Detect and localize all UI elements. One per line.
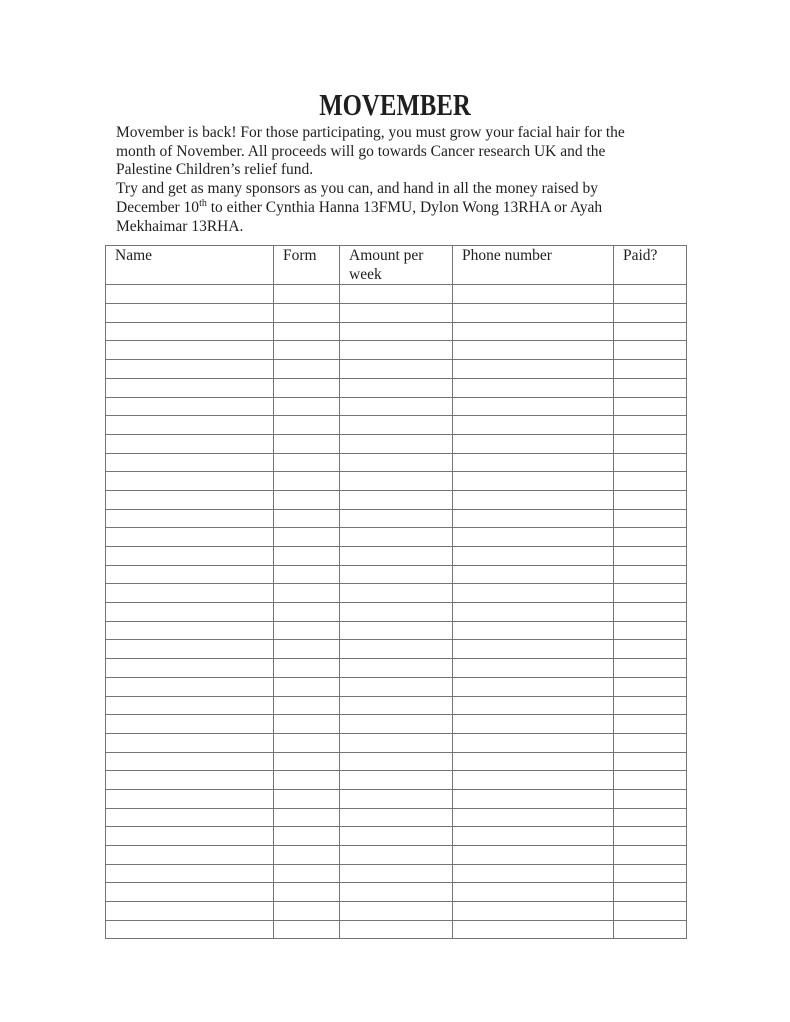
table-cell-empty <box>340 640 453 659</box>
table-cell-empty <box>614 640 687 659</box>
table-cell-empty <box>340 902 453 921</box>
table-cell-empty <box>340 864 453 883</box>
table-cell-empty <box>453 808 614 827</box>
table-cell-empty <box>453 902 614 921</box>
table-cell-empty <box>614 547 687 566</box>
table-cell-empty <box>614 659 687 678</box>
table-cell-empty <box>106 285 274 304</box>
table-row <box>106 902 687 921</box>
table-cell-empty <box>106 304 274 323</box>
table-cell-empty <box>106 360 274 379</box>
table-cell-empty <box>274 752 340 771</box>
table-cell-empty <box>453 771 614 790</box>
table-cell-empty <box>274 603 340 622</box>
table-cell-empty <box>340 677 453 696</box>
table-cell-empty <box>453 621 614 640</box>
table-row <box>106 603 687 622</box>
column-header-form: Form <box>274 246 340 285</box>
text-line <box>116 199 676 218</box>
table-cell-empty <box>614 920 687 939</box>
table-cell-empty <box>614 696 687 715</box>
table-cell-empty <box>614 883 687 902</box>
table-cell-empty <box>106 696 274 715</box>
table-cell-empty <box>340 434 453 453</box>
table-cell-empty <box>614 322 687 341</box>
table-cell-empty <box>340 883 453 902</box>
table-cell-empty <box>340 752 453 771</box>
table-cell-empty <box>453 285 614 304</box>
table-cell-empty <box>340 733 453 752</box>
table-cell-empty <box>453 472 614 491</box>
table-cell-empty <box>453 547 614 566</box>
table-cell-empty <box>340 397 453 416</box>
table-cell-empty <box>340 621 453 640</box>
table-cell-empty <box>453 360 614 379</box>
table-cell-empty <box>614 341 687 360</box>
table-row <box>106 453 687 472</box>
table-cell-empty <box>453 677 614 696</box>
table-body <box>106 285 687 939</box>
table-cell-empty <box>274 902 340 921</box>
table-cell-empty <box>106 902 274 921</box>
table-cell-empty <box>106 920 274 939</box>
intro-paragraph-1 <box>116 124 676 180</box>
table-cell-empty <box>340 771 453 790</box>
table-row <box>106 733 687 752</box>
table-cell-empty <box>614 434 687 453</box>
table-cell-empty <box>106 603 274 622</box>
table-cell-empty <box>274 509 340 528</box>
table-cell-empty <box>106 827 274 846</box>
signup-table <box>105 245 687 939</box>
table-cell-empty <box>614 789 687 808</box>
table-cell-empty <box>106 472 274 491</box>
table-cell-empty <box>274 808 340 827</box>
table-row <box>106 621 687 640</box>
table-cell-empty <box>106 416 274 435</box>
table-cell-empty <box>274 453 340 472</box>
table-cell-empty <box>340 322 453 341</box>
table-cell-empty <box>106 584 274 603</box>
table-cell-empty <box>614 677 687 696</box>
table-row <box>106 397 687 416</box>
superscript-th: th <box>199 197 207 209</box>
table-cell-empty <box>453 341 614 360</box>
table-cell-empty <box>614 621 687 640</box>
table-cell-empty <box>340 360 453 379</box>
table-row <box>106 285 687 304</box>
table-cell-empty <box>614 416 687 435</box>
table-cell-empty <box>274 771 340 790</box>
table-row <box>106 584 687 603</box>
table-cell-empty <box>614 528 687 547</box>
text-line: month of November. All proceeds will go towards Cancer research UK and the <box>116 142 606 160</box>
table-cell-empty <box>106 640 274 659</box>
table-cell-empty <box>453 397 614 416</box>
table-row <box>106 509 687 528</box>
table-cell-empty <box>614 864 687 883</box>
table-row <box>106 490 687 509</box>
table-row <box>106 322 687 341</box>
table-cell-empty <box>453 304 614 323</box>
table-row <box>106 827 687 846</box>
table-cell-empty <box>340 378 453 397</box>
table-cell-empty <box>106 771 274 790</box>
table-cell-empty <box>614 472 687 491</box>
table-cell-empty <box>453 378 614 397</box>
table-cell-empty <box>614 378 687 397</box>
table-cell-empty <box>614 453 687 472</box>
table-row <box>106 883 687 902</box>
table-row <box>106 565 687 584</box>
table-cell-empty <box>106 509 274 528</box>
table-row <box>106 360 687 379</box>
table-row <box>106 808 687 827</box>
table-cell-empty <box>106 434 274 453</box>
intro-text <box>116 124 676 236</box>
table-row <box>106 547 687 566</box>
table-cell-empty <box>614 902 687 921</box>
table-cell-empty <box>340 528 453 547</box>
table-cell-empty <box>274 883 340 902</box>
table-cell-empty <box>274 378 340 397</box>
table-row <box>106 715 687 734</box>
table-cell-empty <box>340 659 453 678</box>
table-cell-empty <box>340 827 453 846</box>
table-cell-empty <box>340 416 453 435</box>
table-cell-empty <box>106 547 274 566</box>
table-cell-empty <box>453 416 614 435</box>
table-cell-empty <box>453 883 614 902</box>
table-cell-empty <box>453 864 614 883</box>
table-cell-empty <box>274 490 340 509</box>
table-cell-empty <box>274 341 340 360</box>
table-cell-empty <box>106 378 274 397</box>
table-cell-empty <box>106 528 274 547</box>
table-cell-empty <box>106 677 274 696</box>
table-cell-empty <box>106 659 274 678</box>
table-cell-empty <box>614 397 687 416</box>
table-cell-empty <box>274 547 340 566</box>
table-cell-empty <box>453 603 614 622</box>
column-header-amount-per-week: Amount per week <box>340 246 453 285</box>
table-row <box>106 752 687 771</box>
table-row <box>106 659 687 678</box>
table-cell-empty <box>106 883 274 902</box>
table-row <box>106 920 687 939</box>
table-row <box>106 434 687 453</box>
table-cell-empty <box>274 846 340 865</box>
table-cell-empty <box>340 789 453 808</box>
table-cell-empty <box>106 453 274 472</box>
table-cell-empty <box>340 490 453 509</box>
table-cell-empty <box>274 864 340 883</box>
table-cell-empty <box>614 827 687 846</box>
table-cell-empty <box>106 565 274 584</box>
table-cell-empty <box>274 640 340 659</box>
table-cell-empty <box>340 285 453 304</box>
table-cell-empty <box>340 584 453 603</box>
table-row <box>106 341 687 360</box>
table-cell-empty <box>274 659 340 678</box>
table-row <box>106 771 687 790</box>
table-cell-empty <box>453 509 614 528</box>
table-row <box>106 304 687 323</box>
table-cell-empty <box>453 715 614 734</box>
table-cell-empty <box>340 715 453 734</box>
table-cell-empty <box>340 453 453 472</box>
table-row <box>106 677 687 696</box>
table-cell-empty <box>614 733 687 752</box>
table-cell-empty <box>274 397 340 416</box>
table-cell-empty <box>614 846 687 865</box>
table-cell-empty <box>106 397 274 416</box>
table-cell-empty <box>453 528 614 547</box>
table-cell-empty <box>614 715 687 734</box>
table-cell-empty <box>106 846 274 865</box>
table-cell-empty <box>274 472 340 491</box>
table-row <box>106 472 687 491</box>
table-cell-empty <box>106 621 274 640</box>
text-line: Mekhaimar 13RHA. <box>116 217 244 235</box>
table-cell-empty <box>340 565 453 584</box>
table-cell-empty <box>453 453 614 472</box>
table-cell-empty <box>340 547 453 566</box>
table-cell-empty <box>453 733 614 752</box>
table-cell-empty <box>274 733 340 752</box>
table-cell-empty <box>274 322 340 341</box>
text-line: Palestine Children’s relief fund. <box>116 161 314 179</box>
table-cell-empty <box>106 789 274 808</box>
table-cell-empty <box>614 771 687 790</box>
table-cell-empty <box>106 864 274 883</box>
text-segment: December 10 <box>116 198 200 216</box>
table-cell-empty <box>106 322 274 341</box>
table-cell-empty <box>453 322 614 341</box>
table-cell-empty <box>340 472 453 491</box>
table-cell-empty <box>340 603 453 622</box>
table-cell-empty <box>614 584 687 603</box>
table-cell-empty <box>614 808 687 827</box>
column-header-name: Name <box>106 246 274 285</box>
table-cell-empty <box>340 920 453 939</box>
table-cell-empty <box>106 752 274 771</box>
table-cell-empty <box>274 360 340 379</box>
table-cell-empty <box>453 434 614 453</box>
table-row <box>106 416 687 435</box>
table-cell-empty <box>614 509 687 528</box>
table-header-row <box>106 246 687 285</box>
text-line: Try and get as many sponsors as you can, and hand in all the money raised by <box>116 180 598 198</box>
table-cell-empty <box>340 808 453 827</box>
table-row <box>106 789 687 808</box>
table-cell-empty <box>274 920 340 939</box>
table-row <box>106 528 687 547</box>
table-cell-empty <box>274 677 340 696</box>
table-cell-empty <box>274 621 340 640</box>
table-row <box>106 696 687 715</box>
table-cell-empty <box>614 752 687 771</box>
table-cell-empty <box>453 640 614 659</box>
column-header-phone-number: Phone number <box>453 246 614 285</box>
table-cell-empty <box>340 304 453 323</box>
table-cell-empty <box>453 696 614 715</box>
table-cell-empty <box>614 360 687 379</box>
table-cell-empty <box>614 304 687 323</box>
text-line: Movember is back! For those participating, you must grow your facial hair for the <box>116 124 625 141</box>
table-cell-empty <box>106 490 274 509</box>
table-cell-empty <box>340 341 453 360</box>
table-cell-empty <box>106 733 274 752</box>
table-cell-empty <box>274 827 340 846</box>
table-cell-empty <box>274 304 340 323</box>
table-row <box>106 864 687 883</box>
table-cell-empty <box>453 846 614 865</box>
table-cell-empty <box>614 603 687 622</box>
table-row <box>106 846 687 865</box>
column-header-paid: Paid? <box>614 246 687 285</box>
table-cell-empty <box>453 659 614 678</box>
table-cell-empty <box>453 789 614 808</box>
table-row <box>106 378 687 397</box>
table-cell-empty <box>614 565 687 584</box>
text-segment: to either Cynthia Hanna 13FMU, Dylon Wong 13RHA or Ayah <box>206 198 603 216</box>
table-cell-empty <box>274 565 340 584</box>
table-cell-empty <box>453 584 614 603</box>
table-cell-empty <box>340 696 453 715</box>
table-cell-empty <box>340 846 453 865</box>
table-cell-empty <box>453 920 614 939</box>
intro-paragraph-2 <box>116 180 676 236</box>
table-cell-empty <box>274 584 340 603</box>
table-cell-empty <box>274 715 340 734</box>
table-cell-empty <box>274 434 340 453</box>
table-cell-empty <box>274 696 340 715</box>
table-cell-empty <box>106 808 274 827</box>
table-cell-empty <box>453 565 614 584</box>
table-cell-empty <box>106 341 274 360</box>
table-cell-empty <box>453 752 614 771</box>
table-cell-empty <box>453 827 614 846</box>
table-cell-empty <box>453 490 614 509</box>
table-cell-empty <box>274 416 340 435</box>
table-cell-empty <box>614 490 687 509</box>
document-title: MOVEMBER <box>319 87 471 122</box>
table-cell-empty <box>106 715 274 734</box>
table-cell-empty <box>274 528 340 547</box>
table-row <box>106 640 687 659</box>
table-cell-empty <box>340 509 453 528</box>
table-cell-empty <box>274 285 340 304</box>
table-cell-empty <box>614 285 687 304</box>
table-cell-empty <box>274 789 340 808</box>
